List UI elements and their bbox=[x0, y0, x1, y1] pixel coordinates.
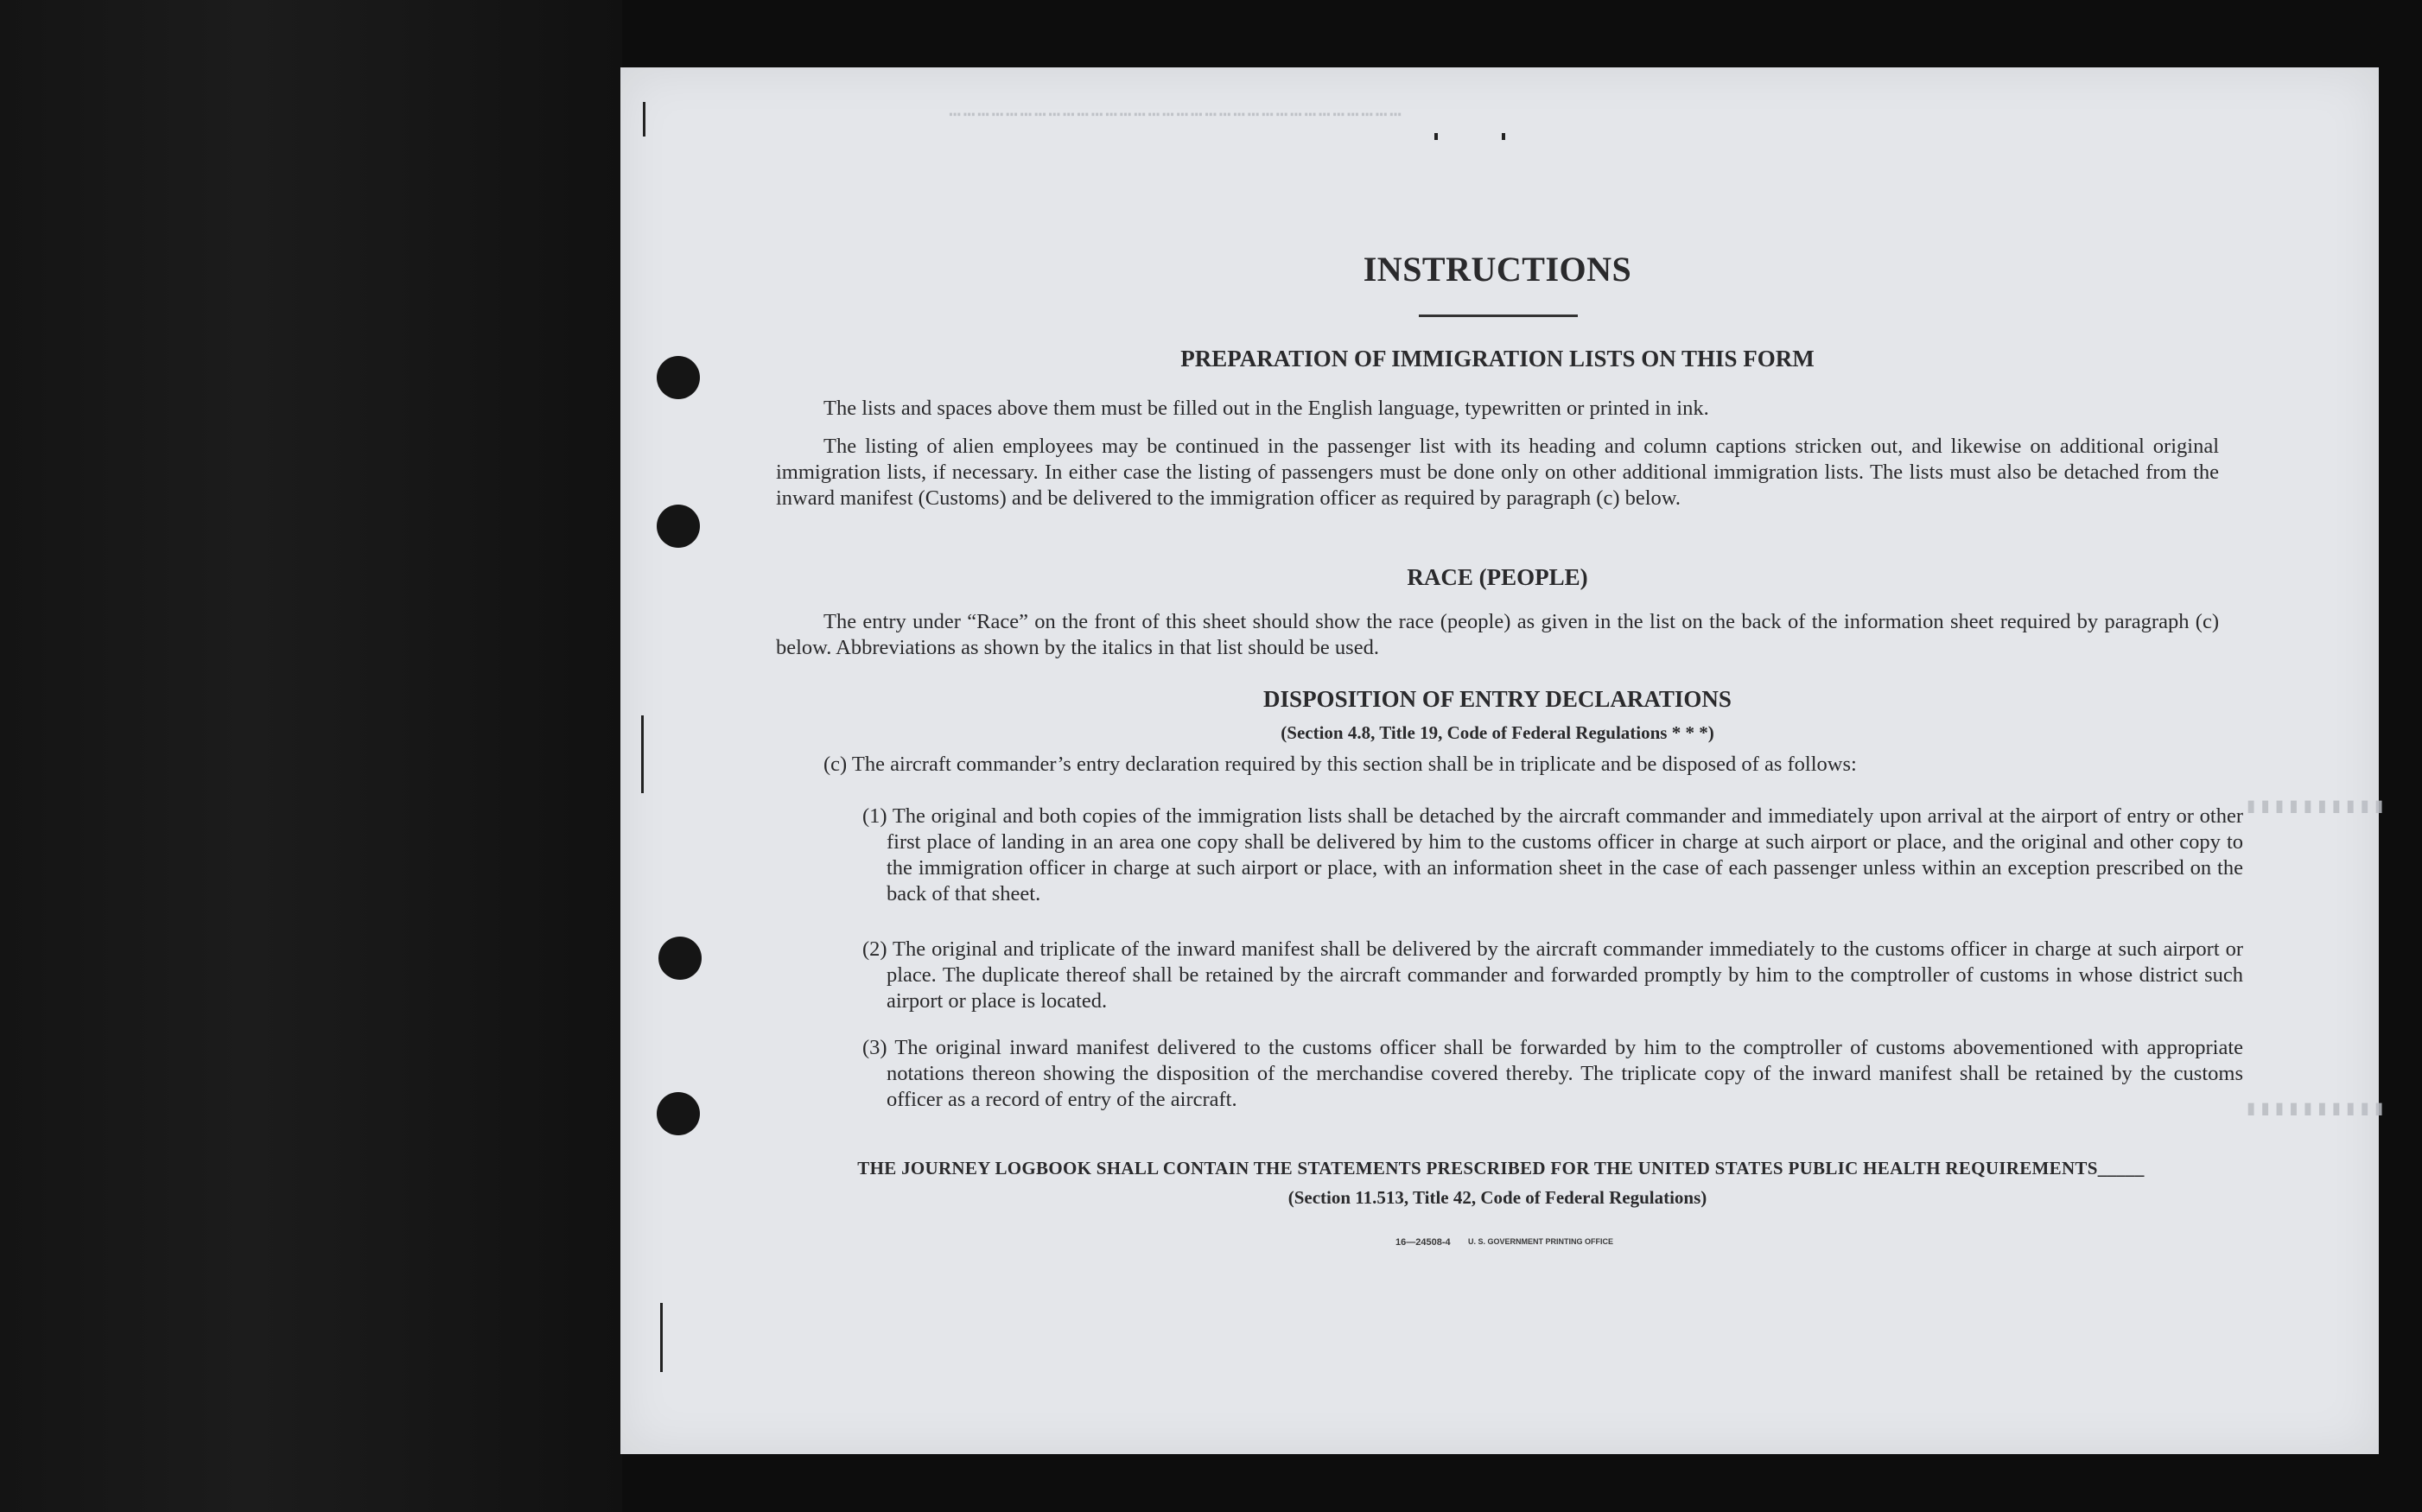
list-item: (2) The original and triplicate of the inward manifest shall be delivered by the aircraft commander immediately to the customs officer in charge at such airport or place. The duplicate thereof shall be retained by the aircraft commander and forwarded promptly by him to the comptroller of customs in whose district such airport or place is located. bbox=[862, 937, 2243, 1013]
scan-background bbox=[0, 0, 622, 1512]
footer-line: THE JOURNEY LOGBOOK SHALL CONTAIN THE STATEMENTS PRESCRIBED FOR THE UNITED STATES PUBLIC HEALTH REQUIREMENTS_____ bbox=[857, 1158, 2145, 1178]
paragraph: The listing of alien employees may be continued in the passenger list with its heading and column captions stricken out, and likewise on additional original immigration lists, if necessary. In either case the listing of passengers must be done only on other additional immigration lists. The lists must also be detached from the inward manifest (Customs) and be delivered to the immigration officer as required by paragraph (c) below. bbox=[776, 435, 2219, 510]
scan-mark bbox=[1502, 133, 1505, 140]
paragraph: The entry under “Race” on the front of this sheet should show the race (people) as given in the list on the back of the information sheet required by paragraph (c) below. Abbreviations as shown by the italics in that list should be used. bbox=[776, 610, 2219, 659]
bleed-through: ⋯⋯⋯⋯⋯⋯⋯⋯⋯⋯⋯⋯⋯⋯⋯⋯⋯⋯⋯⋯⋯⋯⋯⋯⋯⋯⋯⋯⋯⋯⋯⋯ bbox=[949, 102, 1404, 126]
title-underline bbox=[1419, 314, 1578, 317]
scan-mark bbox=[641, 715, 644, 793]
bleed-through: ▮▮▮▮▮▮▮▮▮▮ bbox=[2245, 1096, 2387, 1120]
bleed-through: ▮▮▮▮▮▮▮▮▮▮ bbox=[2245, 793, 2387, 817]
section-heading: DISPOSITION OF ENTRY DECLARATIONS bbox=[1263, 686, 1732, 712]
print-code: 16—24508-4 bbox=[1395, 1237, 1451, 1248]
punch-hole bbox=[657, 1092, 700, 1135]
punch-hole bbox=[658, 937, 702, 980]
punch-hole bbox=[657, 356, 700, 399]
footer-citation: (Section 11.513, Title 42, Code of Federal Regulations) bbox=[1287, 1187, 1707, 1208]
page-title: INSTRUCTIONS bbox=[1363, 250, 1632, 289]
document-page bbox=[620, 67, 2387, 1454]
section-heading: PREPARATION OF IMMIGRATION LISTS ON THIS FORM bbox=[1180, 346, 1815, 372]
section-subheading: (Section 4.8, Title 19, Code of Federal Regulations * * *) bbox=[1281, 722, 1714, 743]
paragraph: The lists and spaces above them must be filled out in the English language, typewritten or printed in ink. bbox=[823, 397, 1709, 420]
scan-mark bbox=[643, 102, 645, 137]
scan-mark bbox=[660, 1303, 663, 1372]
paragraph-lead: (c) The aircraft commander’s entry declaration required by this section shall be in triplicate and be disposed of as follows: bbox=[823, 753, 1857, 776]
printer-imprint: U. S. GOVERNMENT PRINTING OFFICE bbox=[1468, 1237, 1614, 1246]
list-item: (3) The original inward manifest delivered to the customs officer shall be forwarded by him to the comptroller of customs abovementioned with appropriate notations thereon showing the disposition of the merchandise covered thereby. The triplicate copy of the inward manifest shall be retained by the customs officer as a record of entry of the aircraft. bbox=[862, 1036, 2243, 1111]
section-heading: RACE (PEOPLE) bbox=[1407, 564, 1588, 590]
punch-hole bbox=[657, 505, 700, 548]
list-item: (1) The original and both copies of the immigration lists shall be detached by the aircraft commander and immediately upon arrival at the airport of entry or other first place of landing in an area one copy shall be delivered by him to the customs officer in charge at such airport or place, and the original and other copy to the immigration officer in charge at such airport or place, with an information sheet in the case of each passenger unless within an exception prescribed on the back of that sheet. bbox=[862, 804, 2243, 905]
scan-mark bbox=[1434, 133, 1438, 140]
